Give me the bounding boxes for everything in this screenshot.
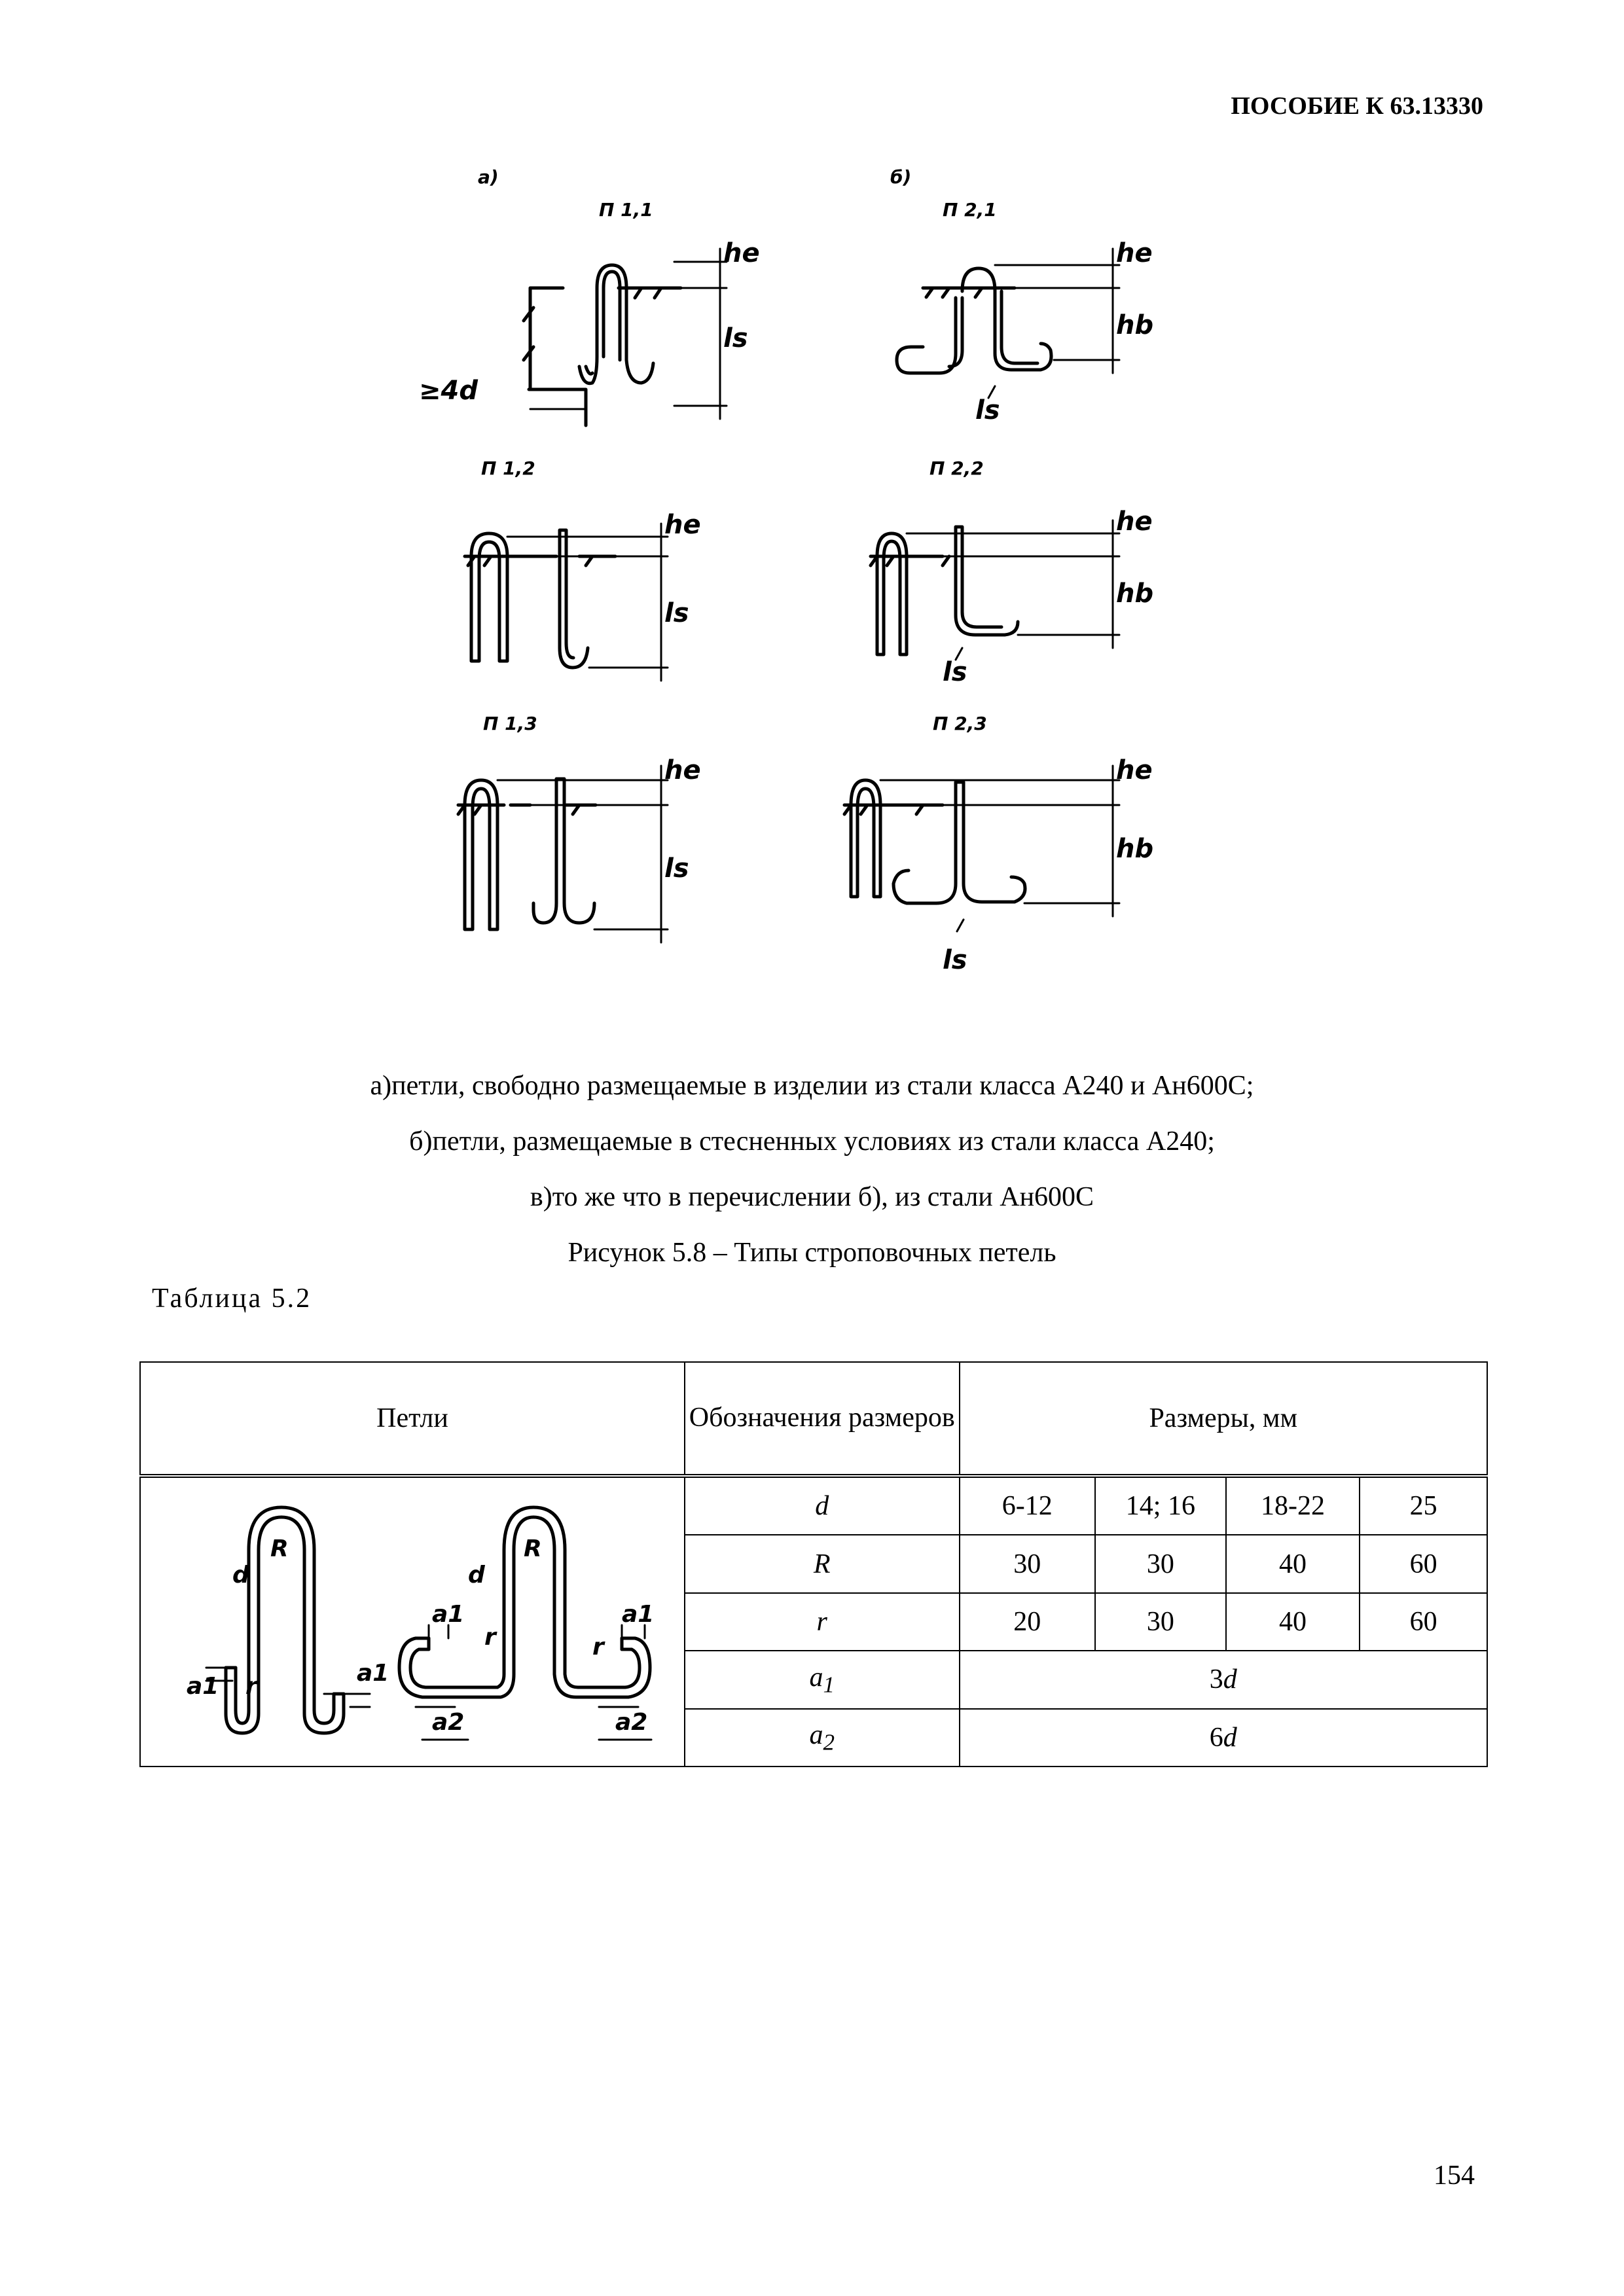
symbol-r: r	[685, 1593, 960, 1651]
value-cell: 20	[960, 1593, 1096, 1651]
value-cell: 14; 16	[1095, 1476, 1226, 1535]
value-cell: 60	[1360, 1535, 1487, 1592]
symbol-a2: $a_2$	[685, 1709, 960, 1767]
sketch-R: R	[524, 1535, 542, 1562]
fig-group-b-label: б)	[890, 166, 912, 188]
dim-ls: ls	[943, 657, 967, 687]
fig-label-p23: П 2,3	[933, 713, 987, 734]
sketch-a1: a1	[187, 1673, 219, 1700]
value-cell: 6-12	[960, 1476, 1096, 1535]
caption-b: б)петли, размещаемые в стесненных условиях из стали класса А240;	[409, 1126, 1215, 1157]
dim-he: he	[1116, 238, 1153, 268]
loop-dimensions-table	[139, 1361, 1488, 1767]
dim-ls: ls	[723, 323, 748, 353]
fig-label-p11: П 1,1	[599, 199, 653, 221]
dim-he: he	[664, 755, 701, 785]
symbol-a1: $a_1$	[685, 1651, 960, 1708]
value-cell: 30	[1095, 1593, 1226, 1651]
sketch-a2: a2	[615, 1709, 648, 1736]
dim-he: he	[1116, 755, 1153, 785]
page-number: 154	[1434, 2161, 1475, 2191]
fig-label-p21: П 2,1	[943, 199, 997, 221]
caption-a: а)петли, свободно размещаемые в изделии из стали класса А240 и Ан600С;	[370, 1071, 1254, 1101]
value-cell: 18-22	[1226, 1476, 1360, 1535]
header-designations: Обозначения размеров	[685, 1362, 960, 1476]
sketch-a2: a2	[432, 1709, 465, 1736]
fig-label-p22: П 2,2	[929, 457, 984, 479]
value-cell: 40	[1226, 1593, 1360, 1651]
value-cell: 25	[1360, 1476, 1487, 1535]
value-cell: 60	[1360, 1593, 1487, 1651]
value-cell: 30	[960, 1535, 1096, 1592]
sketch-r: r	[484, 1624, 496, 1651]
sketch-d: d	[232, 1562, 249, 1588]
sketch-a1: a1	[432, 1601, 465, 1628]
symbol-R: R	[685, 1535, 960, 1592]
dim-4d: ≥4d	[419, 376, 478, 406]
dim-ls: ls	[664, 598, 689, 628]
fig-group-a-label: а)	[478, 166, 499, 188]
dim-he: he	[664, 510, 701, 540]
lifting-loops-figure	[419, 151, 1178, 1041]
table-row	[140, 1476, 1487, 1535]
dim-ls: ls	[664, 853, 689, 884]
sketch-a1: a1	[622, 1601, 655, 1628]
header-loops: Петли	[140, 1362, 685, 1476]
value-a2: 6d	[960, 1709, 1488, 1767]
sketch-d: d	[468, 1562, 485, 1588]
dim-hb: hb	[1116, 579, 1154, 609]
fig-label-p12: П 1,2	[481, 457, 535, 479]
loop-sketch	[141, 1478, 677, 1766]
fig-label-p13: П 1,3	[483, 713, 537, 734]
table-title: Таблица 5.2	[152, 1283, 312, 1314]
dim-he: he	[723, 238, 760, 268]
loop-sketch-cell	[140, 1476, 685, 1767]
sketch-r: r	[592, 1634, 604, 1660]
sketch-a1: a1	[357, 1660, 389, 1687]
page-header: ПОСОБИЕ К 63.13330	[1231, 92, 1483, 120]
dim-ls: ls	[943, 945, 967, 975]
value-cell: 40	[1226, 1535, 1360, 1592]
dim-hb: hb	[1116, 834, 1154, 864]
figure-title: Рисунок 5.8 – Типы строповочных петель	[568, 1238, 1056, 1268]
dim-hb: hb	[1116, 310, 1154, 340]
value-cell: 30	[1095, 1535, 1226, 1592]
caption-v: в)то же что в перечислении б), из стали Ан600С	[530, 1182, 1094, 1212]
dim-he: he	[1116, 507, 1153, 537]
sketch-r: r	[245, 1673, 257, 1700]
value-a1: 3d	[960, 1651, 1488, 1708]
symbol-d: d	[685, 1476, 960, 1535]
sketch-R: R	[270, 1535, 289, 1562]
header-sizes: Размеры, мм	[960, 1362, 1488, 1476]
dim-ls: ls	[975, 395, 1000, 425]
